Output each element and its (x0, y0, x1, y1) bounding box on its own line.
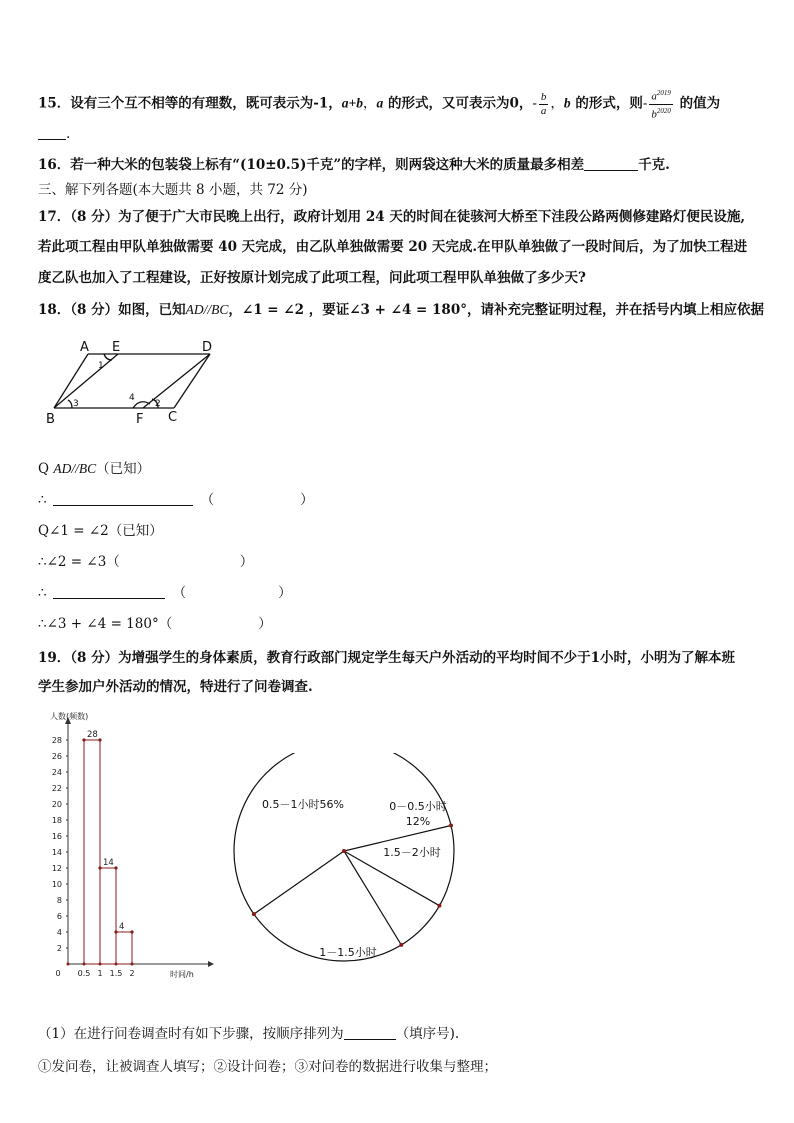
proof-angle2-eq-angle3: ∴∠2 = ∠3（ (38, 554, 120, 570)
frac2-den (651, 105, 671, 122)
bar-corner-dot (130, 930, 133, 933)
proof-step-6 (38, 612, 272, 632)
label-e: E (112, 340, 121, 355)
x-tick-label: 0.5 (77, 969, 91, 978)
frac2-a: a (651, 90, 657, 103)
q15-text4: 的值为 (674, 95, 721, 112)
frac-num: b (540, 90, 547, 103)
y-tick-label: 26 (51, 752, 62, 761)
paren-close: ） (239, 554, 254, 570)
q15-text: 15．设有三个互不相等的有理数，既可表示为-1， (38, 95, 342, 112)
bar-corner-dot (98, 738, 101, 741)
pie-boundary-dot (437, 904, 441, 908)
frac2-den-exp: 2020 (656, 106, 671, 115)
q15-neg: - (532, 95, 537, 112)
q15-line1 (38, 87, 720, 121)
label-f: F (136, 412, 144, 427)
bar-data-label: 14 (103, 858, 114, 868)
y-tick-label: 16 (51, 832, 62, 841)
label-b: B (46, 412, 55, 427)
segment-be (54, 354, 118, 408)
histogram-bar (84, 740, 100, 964)
q19-sub1-text: （1）在进行问卷调查时有如下步骤，按顺序排列为 (38, 1026, 344, 1042)
q15-text3: 的形式，则 (570, 95, 643, 112)
x-axis-label: 时间/h (170, 970, 194, 979)
label-angle-3: 3 (73, 399, 79, 409)
bar-corner-dot (82, 738, 85, 741)
label-angle-1: 1 (98, 361, 104, 371)
proof-step-3 (38, 519, 163, 539)
since-symbol: Q (38, 461, 54, 477)
q15-neg2: - (642, 95, 648, 112)
paren-close: ） (258, 616, 272, 632)
q19-line2 (38, 677, 313, 697)
q16-unit: 千克. (638, 157, 670, 173)
label-angle-4: 4 (129, 393, 135, 403)
label-d: D (202, 340, 213, 355)
paren-open: （ (172, 585, 187, 601)
proof-ad-bc: AD//BC (53, 461, 97, 476)
q15-sep2: ， (550, 95, 564, 112)
proof-conclusion: ∴∠3 + ∠4 = 180°（ (38, 616, 173, 632)
y-tick-label: 24 (51, 768, 62, 777)
q19-sub1-suffix: （填序号). (395, 1026, 460, 1042)
q19-sub1 (38, 1024, 459, 1044)
therefore-symbol: ∴ (38, 492, 47, 508)
proof-step-5 (38, 581, 292, 601)
q17-line1 (38, 207, 745, 227)
frac2-b: b (651, 108, 657, 121)
q19-step-options-text: ①发问卷，让被调查人填写；②设计问卷；③对问卷的数据进行收集与整理； (38, 1059, 497, 1075)
q17-text-3: 度乙队也加入了工程建设，正好按原计划完成了此项工程，问此项工程甲队单独做了多少天? (38, 270, 586, 286)
pie-slice-boundary (254, 851, 344, 914)
q16-line (38, 155, 670, 175)
frac-den: a (540, 104, 547, 117)
proof-blank-2[interactable] (53, 584, 165, 599)
x-axis-arrow (208, 961, 214, 967)
pie-slice-label: 1－1.5小时 (319, 946, 377, 959)
bar-corner-dot (114, 930, 117, 933)
q15-sep: ， (363, 95, 377, 112)
therefore-symbol: ∴ (38, 585, 47, 601)
y-tick-label: 18 (51, 816, 62, 825)
y-tick-label: 20 (51, 800, 62, 809)
y-tick-label: 28 (51, 736, 62, 745)
x-tick-label: 1.5 (109, 969, 123, 978)
x-tick-label: 1 (97, 969, 103, 978)
pie-boundary-dot (252, 912, 256, 916)
y-tick-label: 2 (56, 944, 62, 953)
bar-corner-dot (98, 866, 101, 869)
pie-boundary-dot (399, 943, 403, 947)
section-title: 三、解下列各题(本大题共 8 小题，共 72 分) (38, 182, 308, 198)
q15-answer-blank[interactable] (38, 125, 66, 140)
q15-end: . (66, 126, 71, 142)
pie-slice-boundary (344, 851, 401, 945)
q15-text2: 的形式，又可表示为0， (383, 95, 533, 112)
q17-line2 (38, 237, 747, 257)
pie-chart (228, 753, 468, 1003)
pie-slice-label: 1.5－2小时 (383, 846, 441, 859)
label-a: A (80, 340, 89, 355)
proof-step-4 (38, 550, 253, 570)
frac2-num-exp: 2019 (656, 89, 671, 97)
pie-slice-label: 0－0.5小时 (389, 800, 447, 813)
x-tick-label: 2 (129, 969, 135, 978)
proof-reason-known: （已知） (96, 461, 151, 477)
y-tick-label: 14 (51, 848, 62, 857)
histogram-bar (116, 932, 132, 964)
label-angle-2: 2 (155, 399, 161, 409)
paren-close: ） (300, 492, 314, 508)
q19-last-line (38, 1057, 497, 1077)
origin-dot (67, 963, 70, 966)
q19-text-1: 19．（8 分）为增强学生的身体素质，教育行政部门规定学生每天户外活动的平均时间不少于1小时，小明为了解本班 (38, 650, 736, 666)
section-heading (38, 180, 307, 200)
q15-b: b (563, 95, 571, 111)
q16-answer-blank[interactable] (584, 156, 638, 171)
pie-slice-label: 0.5－1小时56% (262, 798, 344, 811)
q15-line2 (38, 124, 70, 144)
pie-boundary-dot (449, 824, 453, 828)
q19-text-2: 学生参加户外活动的情况，特进行了问卷调查. (38, 679, 313, 695)
y-tick-label: 4 (56, 928, 62, 937)
histogram-bar (100, 868, 116, 964)
q18-text-a: 18．（8 分）如图，已知 (38, 302, 186, 318)
y-axis-label: 人数(频数) (50, 712, 89, 721)
q16-text: 16．若一种大米的包装袋上标有“(10±0.5)千克”的字样，则两袋这种大米的质量最多相差 (38, 157, 585, 173)
angle-3-arc (68, 400, 72, 408)
q18-ad-bc: AD//BC (185, 302, 229, 317)
proof-blank-1[interactable] (53, 491, 193, 506)
x-tick-label: 0 (55, 969, 61, 978)
q15-fraction-power (649, 87, 673, 121)
y-tick-label: 6 (56, 912, 62, 921)
histogram-chart (38, 708, 228, 988)
q15-fraction-b-over-a (539, 91, 549, 118)
q18-text-c: ，∠1 = ∠2 ，要证∠3 + ∠4 = 180°，请补充完整证明过程，并在括号内填上相应依据 (228, 302, 764, 318)
pie-slice-boundary (344, 851, 439, 906)
q18-line1 (38, 300, 764, 320)
y-tick-label: 22 (51, 784, 62, 793)
frac2-num (649, 87, 673, 105)
segment-dc (174, 354, 210, 408)
proof-step-2 (38, 488, 314, 508)
pie-slice-label: 12% (405, 815, 431, 828)
y-tick-label: 8 (56, 896, 62, 905)
bar-data-label: 4 (119, 922, 125, 932)
q17-text-2: 若此项工程由甲队单独做需要 40 天完成，由乙队单独做需要 20 天完成.在甲队单独做了一段时间后，为了加快工程进 (38, 239, 748, 255)
pie-center-dot (342, 849, 346, 853)
q15-a: a (376, 95, 384, 111)
y-tick-label: 12 (51, 864, 62, 873)
bar-data-label: 28 (87, 730, 98, 740)
q19-line1 (38, 648, 735, 668)
q17-line3 (38, 268, 586, 288)
label-c: C (168, 410, 178, 425)
parallelogram-figure (40, 340, 240, 430)
segment-ab (54, 354, 88, 408)
q15-ab: a+b (341, 95, 363, 111)
angle-1-arc (104, 354, 112, 360)
y-tick-label: 10 (51, 880, 62, 889)
paren-close: ） (278, 585, 292, 601)
bar-corner-dot (114, 866, 117, 869)
q17-text-1: 17．（8 分）为了便于广大市民晚上出行，政府计划用 24 天的时间在徒骇河大桥至下洼段公路两侧修建路灯便民设施, (38, 209, 746, 225)
q19-sub1-blank[interactable] (344, 1025, 396, 1040)
paren-open: （ (200, 492, 215, 508)
proof-step-1 (38, 457, 150, 477)
proof-angle-equal: Q∠1 = ∠2（已知） (38, 523, 163, 539)
